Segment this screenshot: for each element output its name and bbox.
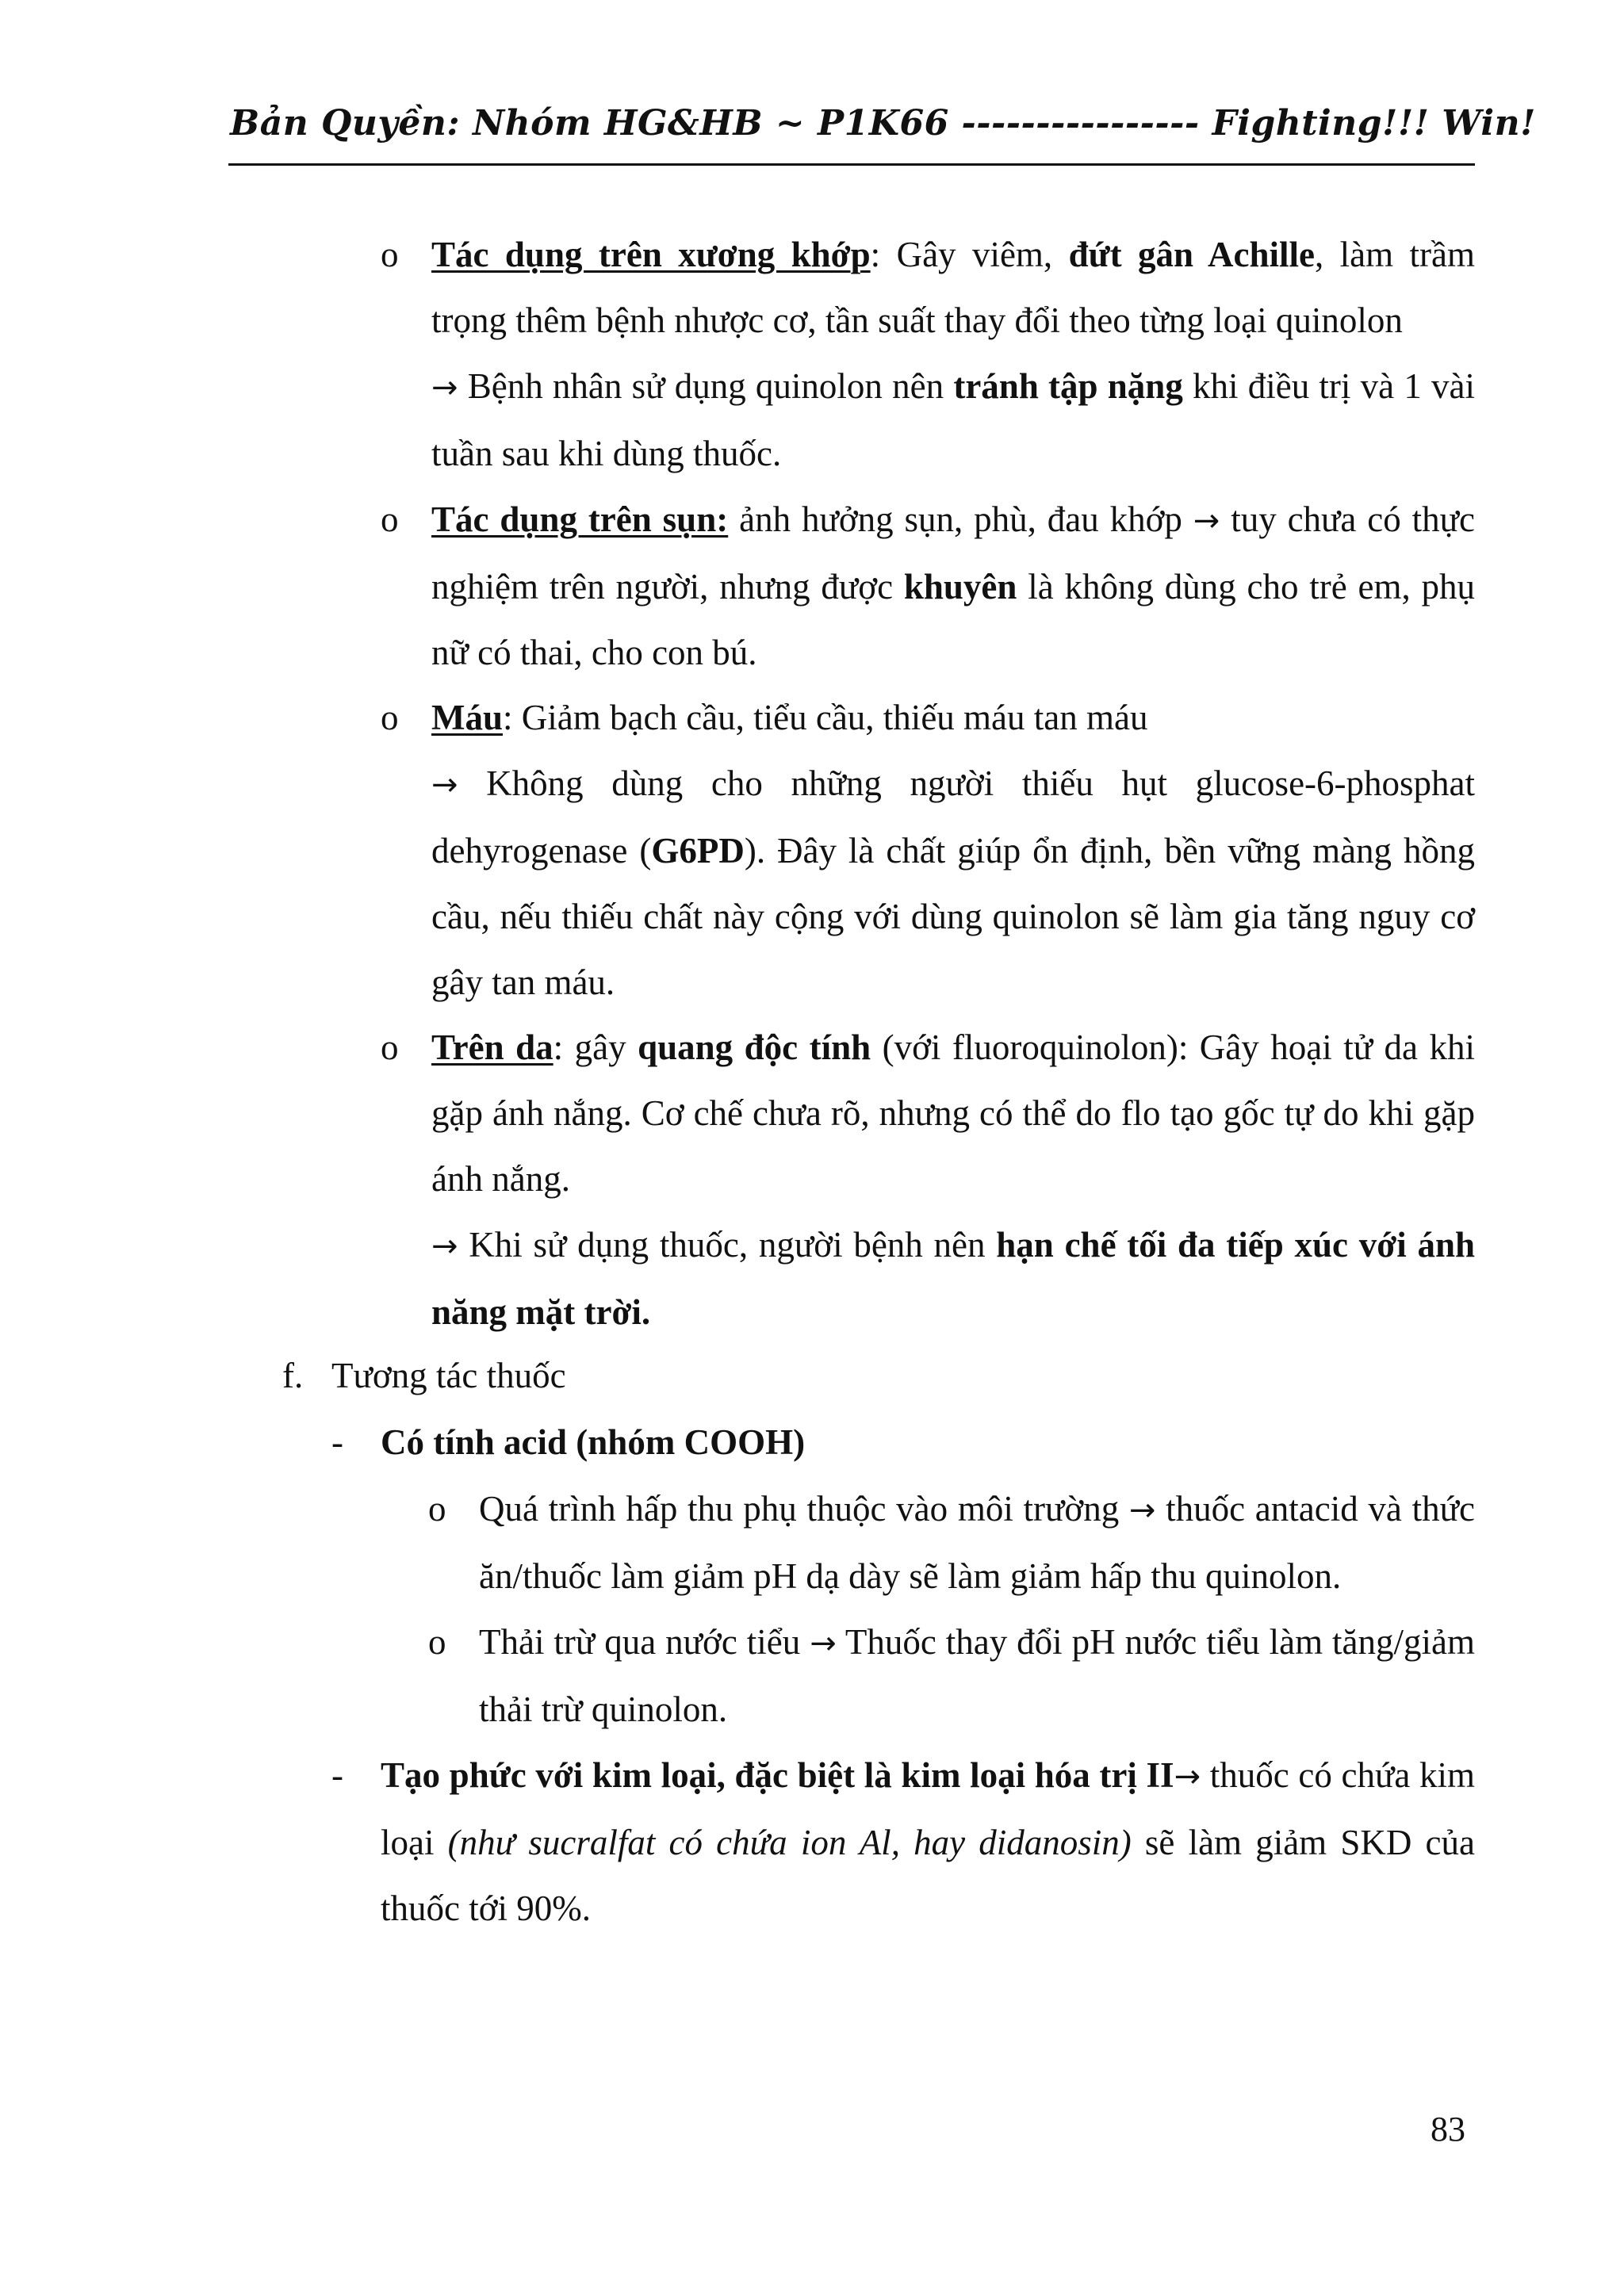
section-letter: f. — [282, 1356, 304, 1395]
circle-bullet: o — [381, 1027, 399, 1067]
page-number: 83 — [1431, 2110, 1465, 2149]
bold-term: đứt gân Achille — [1068, 235, 1315, 274]
arrow-icon: → — [431, 767, 458, 803]
acid-sub-1: Quá trình hấp thu phụ thuộc vào môi trường → thuốc antacid và thức ăn/thuốc làm giảm pH dạ dày sẽ làm giảm hấp thu quinolon. — [479, 1489, 1475, 1596]
item-xuong-khop: Tác dụng trên xương khớp: Gây viêm, đứt gân Achille, làm trầm trọng thêm bệnh nhược cơ, tần suất thay đổi theo từng loại quinolon → Bệnh nhân sử dụng quinolon nên tránh tập nặng khi điều trị và 1 vài tuần sau khi dùng thuốc. — [431, 235, 1476, 473]
circle-bullet: o — [381, 698, 399, 737]
bold-term: Tạo phức với kim loại, đặc biệt là kim loại hóa trị II — [381, 1755, 1174, 1795]
acid-sub-2: Thải trừ qua nước tiểu → Thuốc thay đổi pH nước tiểu làm tăng/giảm thải trừ quinolon. — [479, 1622, 1476, 1729]
dash-bullet: - — [331, 1422, 343, 1462]
page-header: Bản Quyền: Nhóm HG&HB ~ P1K66 ---------------- Fighting!!! Win! — [230, 103, 1536, 144]
item-title: Trên da — [431, 1027, 553, 1067]
arrow-icon: → — [1193, 503, 1220, 539]
section-f-title: Tương tác thuốc — [331, 1356, 566, 1395]
bold-term: G6PD — [651, 831, 745, 871]
item-title: Tác dụng trên xương khớp — [431, 235, 871, 274]
item-title: Tác dụng trên sụn: — [431, 499, 729, 539]
item-sun: Tác dụng trên sụn: ảnh hưởng sụn, phù, đau khớp → tuy chưa có thực nghiệm trên người, nhưng được khuyên là không dùng cho trẻ em, phụ nữ có thai, cho con bú. — [431, 499, 1475, 672]
circle-bullet: o — [428, 1622, 446, 1662]
bold-term: hạn chế tối đa tiếp xúc với ánh năng mặt trời. — [431, 1225, 1475, 1332]
item-title: Máu — [431, 698, 503, 737]
bold-term: quang độc tính — [638, 1027, 871, 1067]
arrow-icon: → — [1174, 1758, 1201, 1795]
bold-term: khuyên — [903, 567, 1017, 607]
italic-note: (như sucralfat có chứa ion Al, hay didanosin) — [447, 1823, 1132, 1862]
arrow-icon: → — [431, 369, 458, 406]
circle-bullet: o — [381, 499, 399, 539]
item-da: Trên da: gây quang độc tính (với fluoroquinolon): Gây hoại tử da khi gặp ánh nắng. Cơ chế chưa rõ, nhưng có thể do flo tạo gốc tự do khi gặp ánh nắng. → Khi sử dụng thuốc, người bệnh nên hạn chế tối đa tiếp xúc với ánh năng mặt trời. — [431, 1027, 1475, 1332]
acid-title: Có tính acid (nhóm COOH) — [381, 1422, 806, 1462]
arrow-icon: → — [810, 1625, 837, 1662]
circle-bullet: o — [428, 1489, 446, 1529]
item-mau: Máu: Giảm bạch cầu, tiểu cầu, thiếu máu tan máu → Không dùng cho những người thiếu hụt glucose-6-phosphat dehyrogenase (G6PD). Đây là chất giúp ổn định, bền vững màng hồng cầu, nếu thiếu chất này cộng với dùng quinolon sẽ làm gia tăng nguy cơ gây tan máu. — [431, 698, 1475, 1002]
dash-bullet: - — [331, 1755, 343, 1795]
header-rule — [228, 163, 1475, 166]
arrow-icon: → — [431, 1228, 458, 1265]
kim-loai-item: Tạo phức với kim loại, đặc biệt là kim loại hóa trị II→ thuốc có chứa kim loại (như sucralfat có chứa ion Al, hay didanosin) sẽ làm giảm SKD của thuốc tới 90%. — [381, 1755, 1475, 1928]
arrow-icon: → — [1128, 1492, 1156, 1529]
circle-bullet: o — [381, 235, 399, 274]
bold-term: tránh tập nặng — [953, 366, 1183, 406]
